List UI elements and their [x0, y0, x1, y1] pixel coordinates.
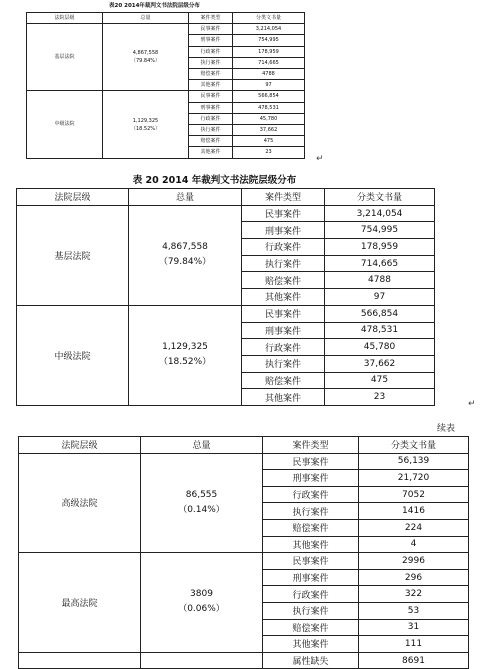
doc-count-cell: 322 [359, 586, 469, 603]
table-caption: 表 20 2014 年裁判文书法院层级分布 [132, 175, 297, 186]
column-header: 案件类型 [242, 189, 325, 206]
court-level-cell: 最高法院 [19, 553, 141, 653]
header-row [27, 13, 305, 24]
court-level-cell: 中级法院 [27, 91, 103, 158]
case-type-cell: 行政案件 [242, 239, 325, 256]
doc-count-cell: 478,531 [325, 322, 435, 339]
case-type-cell: 其他案件 [189, 80, 233, 91]
doc-count-cell: 566,854 [325, 305, 435, 322]
doc-count-cell: 97 [233, 80, 305, 91]
column-header: 总量 [129, 189, 242, 206]
doc-count-cell: 1416 [359, 503, 469, 520]
total-value: 1,129,325 [162, 342, 208, 353]
doc-count-cell: 4788 [233, 69, 305, 80]
case-type-cell: 民事案件 [242, 305, 325, 322]
footer-row [19, 652, 469, 669]
case-type-cell: 刑事案件 [263, 470, 359, 487]
total-cell [141, 453, 263, 553]
case-type-cell: 其他案件 [242, 289, 325, 306]
total-value: 86,555 [185, 489, 218, 500]
missing-attribute-label: 属性缺失 [263, 652, 359, 669]
doc-count-cell: 566,854 [233, 91, 305, 102]
case-type-cell: 刑事案件 [242, 222, 325, 239]
total-percent: （79.84%） [158, 257, 212, 268]
doc-count-cell: 178,959 [325, 239, 435, 256]
doc-count-cell: 3,214,054 [325, 205, 435, 222]
case-type-cell: 其他案件 [242, 389, 325, 406]
case-type-cell: 赔偿案件 [189, 136, 233, 147]
doc-count-cell: 45,780 [325, 339, 435, 356]
court-level-cell: 中级法院 [17, 305, 129, 405]
court-level-cell: 基层法院 [17, 205, 129, 305]
case-type-cell: 民事案件 [189, 24, 233, 35]
case-type-cell: 执行案件 [242, 355, 325, 372]
doc-count-cell: 97 [325, 289, 435, 306]
header-row [19, 437, 469, 454]
column-header: 分类文书量 [233, 13, 305, 24]
doc-count-cell: 7052 [359, 486, 469, 503]
column-header: 法院层级 [17, 189, 129, 206]
case-type-cell: 民事案件 [263, 453, 359, 470]
doc-count-cell: 111 [359, 636, 469, 653]
doc-count-cell: 45,780 [233, 113, 305, 124]
thumb-table [26, 12, 305, 159]
total-cell [129, 305, 242, 405]
table-row [17, 205, 435, 222]
doc-count-cell: 475 [233, 136, 305, 147]
total-cell [129, 205, 242, 305]
total-cell [103, 91, 189, 158]
doc-count-cell: 21,720 [359, 470, 469, 487]
case-type-cell: 行政案件 [189, 46, 233, 57]
doc-count-cell: 714,665 [233, 57, 305, 68]
doc-count-cell: 754,995 [325, 222, 435, 239]
doc-count-cell: 23 [325, 389, 435, 406]
doc-count-cell: 31 [359, 619, 469, 636]
missing-attribute-value: 8691 [359, 652, 469, 669]
doc-count-cell: 714,665 [325, 255, 435, 272]
case-type-cell: 行政案件 [242, 339, 325, 356]
total-cell [103, 24, 189, 91]
header-row [17, 189, 435, 206]
main-table [16, 188, 435, 406]
doc-count-cell: 23 [233, 147, 305, 158]
doc-count-cell: 178,959 [233, 46, 305, 57]
case-type-cell: 刑事案件 [242, 322, 325, 339]
case-type-cell: 赔偿案件 [263, 619, 359, 636]
table-row [19, 453, 469, 470]
case-type-cell: 执行案件 [263, 503, 359, 520]
case-type-cell: 其他案件 [263, 536, 359, 553]
case-type-cell: 赔偿案件 [189, 69, 233, 80]
column-header: 案件类型 [263, 437, 359, 454]
doc-count-cell: 754,995 [233, 35, 305, 46]
doc-count-cell: 224 [359, 519, 469, 536]
case-type-cell: 执行案件 [189, 57, 233, 68]
column-header: 分类文书量 [359, 437, 469, 454]
doc-count-cell: 4788 [325, 272, 435, 289]
total-cell [141, 553, 263, 653]
total-percent: （18.52%） [158, 357, 212, 368]
newline-mark: ↵ [316, 154, 324, 164]
table-row [19, 553, 469, 570]
column-header: 案件类型 [189, 13, 233, 24]
doc-count-cell: 2996 [359, 553, 469, 570]
column-header: 法院层级 [19, 437, 141, 454]
doc-count-cell: 56,139 [359, 453, 469, 470]
court-level-cell: 高级法院 [19, 453, 141, 553]
court-level-cell: 基层法院 [27, 24, 103, 91]
doc-count-cell: 296 [359, 569, 469, 586]
doc-count-cell: 3,214,054 [233, 24, 305, 35]
case-type-cell: 行政案件 [263, 586, 359, 603]
case-type-cell: 行政案件 [263, 486, 359, 503]
case-type-cell: 赔偿案件 [242, 372, 325, 389]
total-value: 1,129,325 [132, 117, 159, 124]
doc-count-cell: 4 [359, 536, 469, 553]
case-type-cell: 执行案件 [242, 255, 325, 272]
column-header: 总量 [103, 13, 189, 24]
total-value: 4,867,558 [132, 50, 159, 57]
column-header: 总量 [141, 437, 263, 454]
doc-count-cell: 37,662 [325, 355, 435, 372]
doc-count-cell: 475 [325, 372, 435, 389]
case-type-cell: 刑事案件 [189, 102, 233, 113]
total-percent: （18.52%） [130, 125, 161, 132]
case-type-cell: 赔偿案件 [263, 519, 359, 536]
case-type-cell: 其他案件 [263, 636, 359, 653]
total-percent: （0.14%） [178, 504, 225, 515]
case-type-cell: 赔偿案件 [242, 272, 325, 289]
table-row [27, 91, 305, 102]
table-row [27, 24, 305, 35]
case-type-cell: 其他案件 [189, 147, 233, 158]
continued-label: 续表 [436, 424, 455, 434]
total-value: 3809 [190, 589, 213, 600]
footer-blank [141, 652, 263, 669]
newline-mark: ↵ [468, 399, 476, 409]
continued-table [18, 436, 469, 669]
case-type-cell: 执行案件 [263, 602, 359, 619]
column-header: 法院层级 [27, 13, 103, 24]
case-type-cell: 刑事案件 [263, 569, 359, 586]
continued-table-body [19, 437, 469, 669]
case-type-cell: 执行案件 [189, 125, 233, 136]
thumb-table-body [27, 13, 305, 159]
footer-blank [19, 652, 141, 669]
case-type-cell: 民事案件 [242, 205, 325, 222]
total-percent: （79.84%） [130, 58, 161, 65]
case-type-cell: 刑事案件 [189, 35, 233, 46]
column-header: 分类文书量 [325, 189, 435, 206]
case-type-cell: 民事案件 [263, 553, 359, 570]
total-percent: （0.06%） [178, 604, 225, 615]
doc-count-cell: 37,662 [233, 125, 305, 136]
table-row [17, 305, 435, 322]
case-type-cell: 行政案件 [189, 113, 233, 124]
case-type-cell: 民事案件 [189, 91, 233, 102]
doc-count-cell: 53 [359, 602, 469, 619]
thumb-caption: 表20 2014年裁判文书法院层级分布 [109, 3, 200, 9]
doc-count-cell: 478,531 [233, 102, 305, 113]
main-table-body [17, 189, 435, 406]
total-value: 4,867,558 [162, 241, 208, 252]
